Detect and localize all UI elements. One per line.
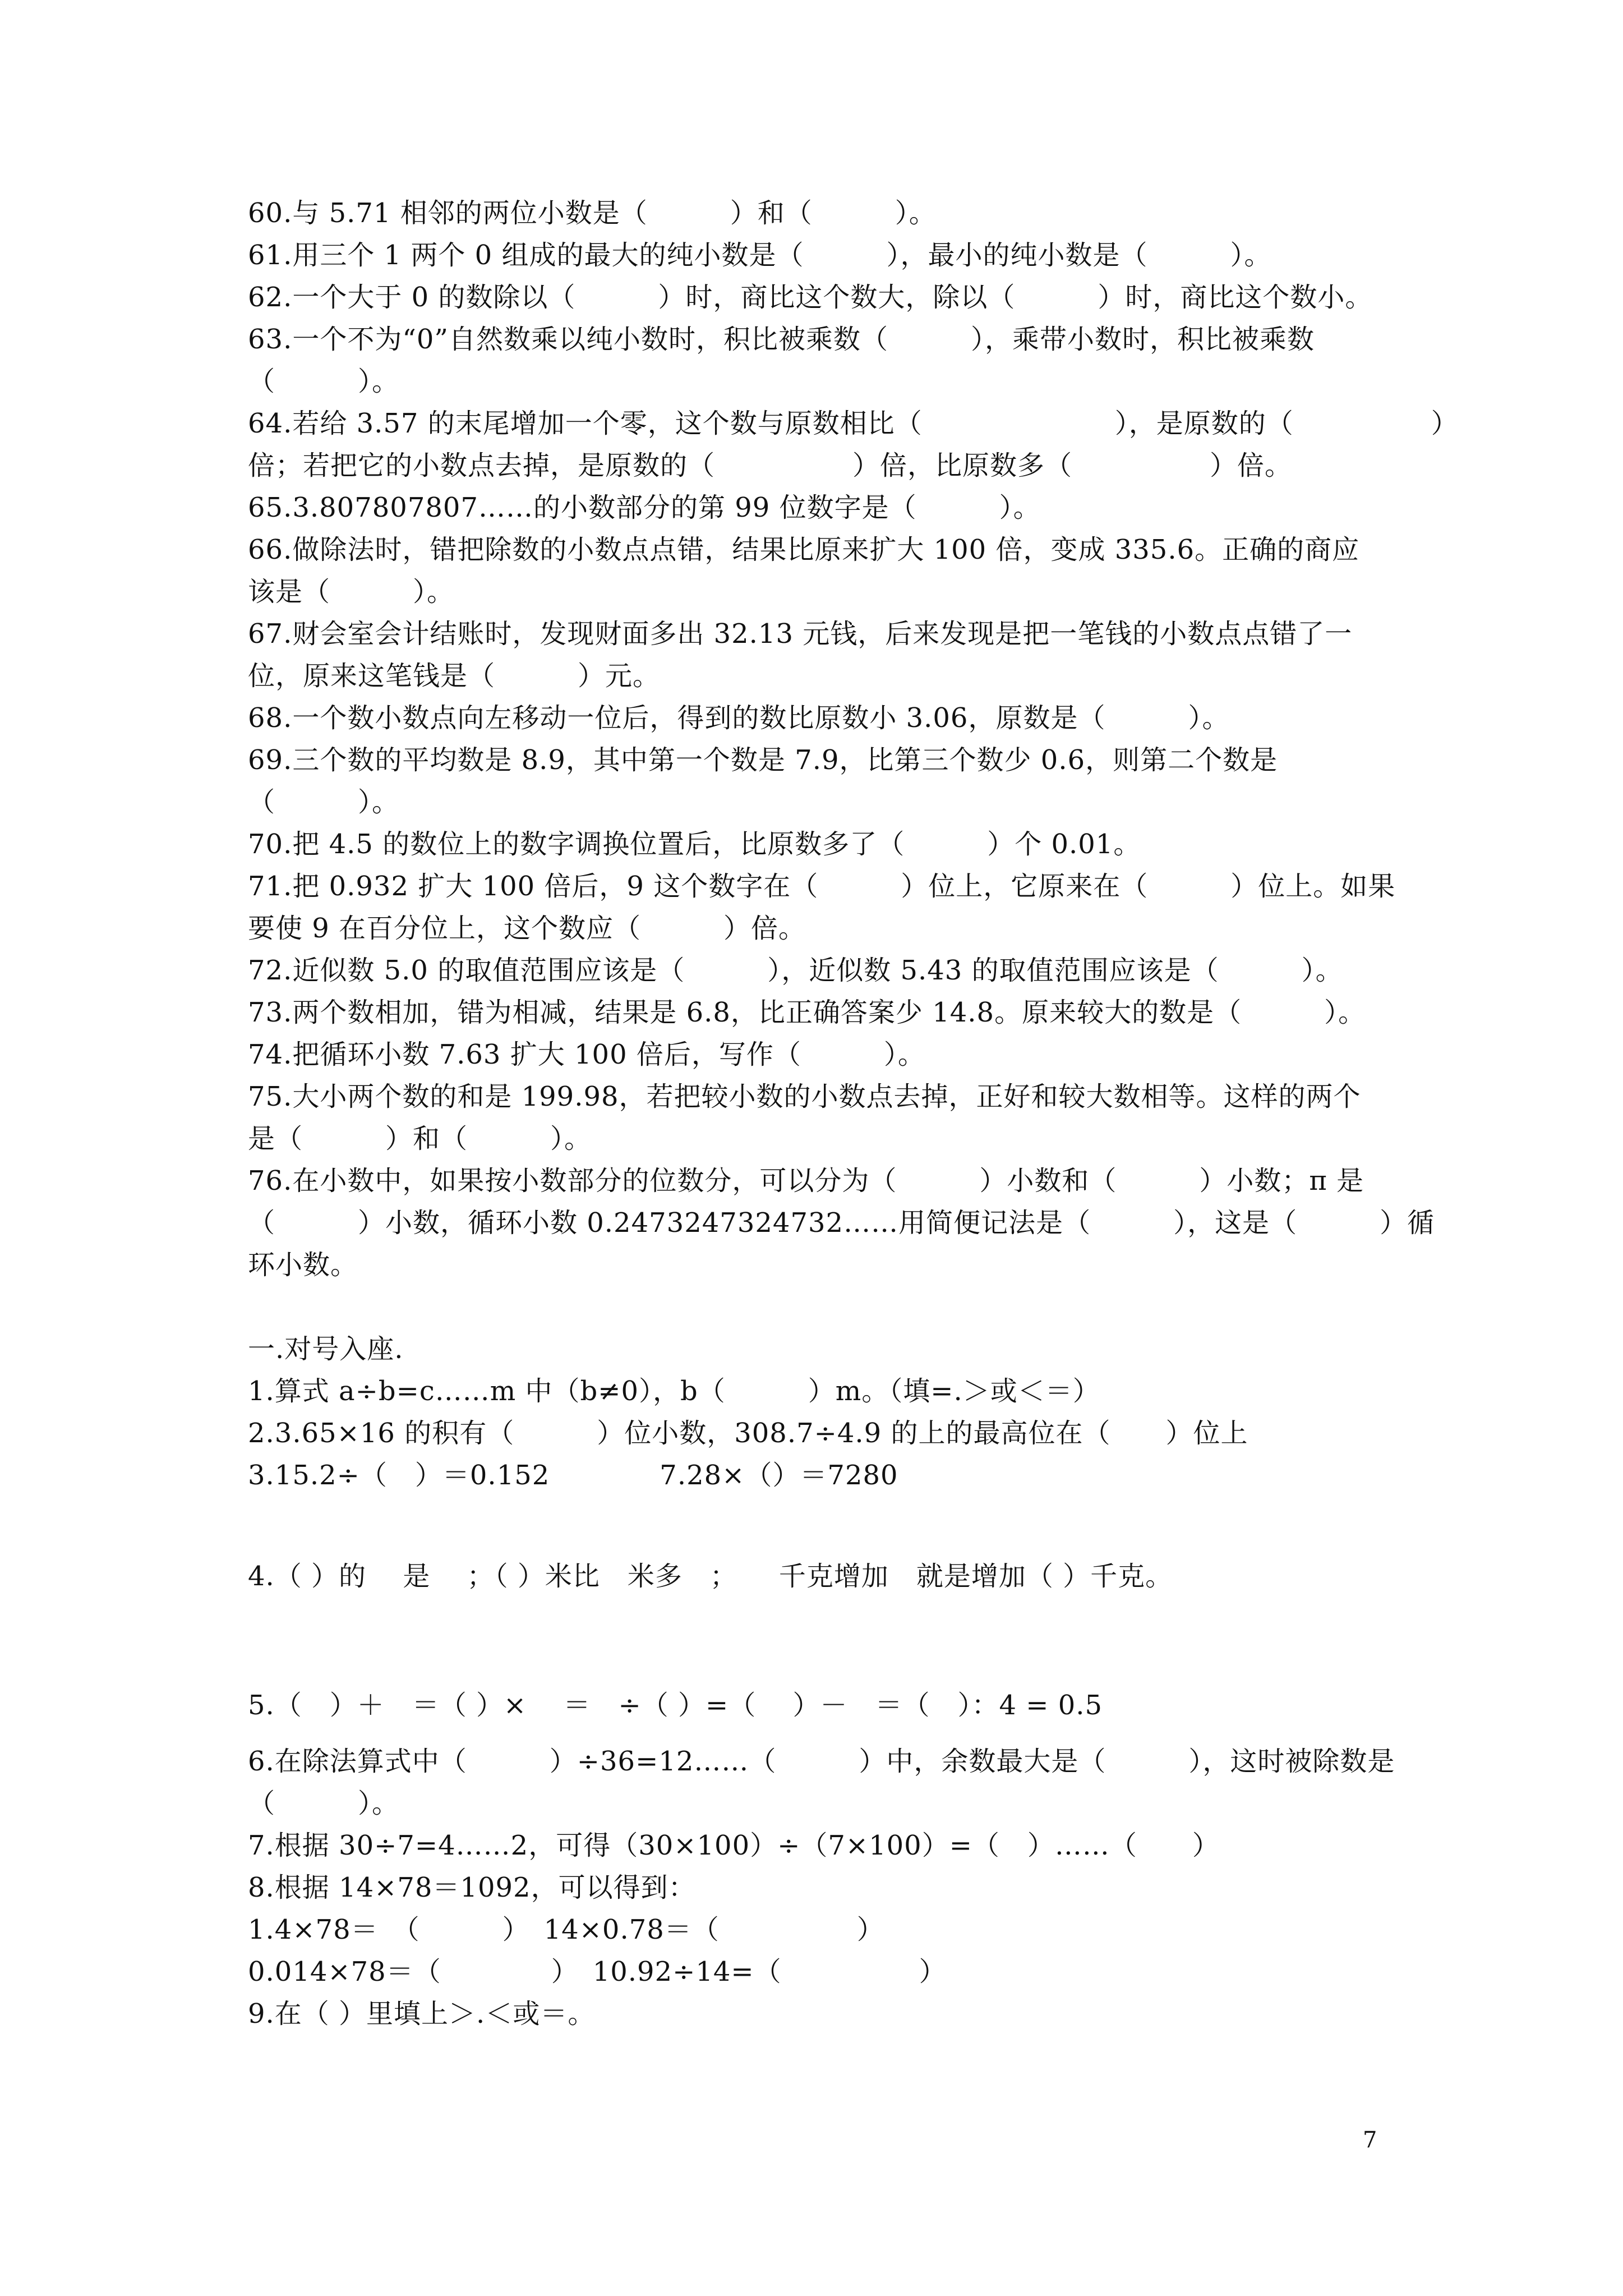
exercise-5: 5.（ ）＋ ＝（ ）× ＝ ÷（ ）=（ ）－ ＝（ ）：4 = 0.5 xyxy=(248,1690,1103,1721)
exercise-7: 7.根据 30÷7=4……2，可得（30×100）÷（7×100）=（ ）……（ ） xyxy=(248,1830,1220,1861)
question-72: 72.近似数 5.0 的取值范围应该是（ ），近似数 5.43 的取值范围应该是（ ）。 xyxy=(248,955,1343,986)
question-76-cont: （ ）小数，循环小数 0.2473247324732……用简便记法是（ ），这是（ ）循 xyxy=(248,1207,1435,1239)
exercise-3: 3.15.2÷（ ）＝0.152 7.28×（）＝7280 xyxy=(248,1460,898,1491)
question-70: 70.把 4.5 的数位上的数字调换位置后，比原数多了（ ）个 0.01。 xyxy=(248,829,1141,860)
section-heading: 一.对号入座. xyxy=(248,1333,404,1365)
question-76-cont-2: 环小数。 xyxy=(248,1249,358,1281)
question-71-cont: 要使 9 在百分位上，这个数应（ ）倍。 xyxy=(248,913,806,944)
question-63-cont: （ ）。 xyxy=(248,366,400,397)
question-69-cont: （ ）。 xyxy=(248,786,400,818)
exercise-9: 9.在（ ）里填上＞.＜或＝。 xyxy=(248,1998,596,2030)
exercise-8-a: 1.4×78＝ （ ） 14×0.78＝（ ） xyxy=(248,1914,884,1945)
exercise-6: 6.在除法算式中（ ）÷36=12……（ ）中，余数最大是（ ），这时被除数是 xyxy=(248,1746,1395,1777)
exercise-6-cont: （ ）。 xyxy=(248,1788,400,1819)
exercise-8-b: 0.014×78＝（ ） 10.92÷14=（ ） xyxy=(248,1956,947,1987)
page-number: 7 xyxy=(1363,2127,1377,2153)
question-61: 61.用三个 1 两个 0 组成的最大的纯小数是（ ），最小的纯小数是（ ）。 xyxy=(248,240,1272,271)
question-64: 64.若给 3.57 的末尾增加一个零，这个数与原数相比（ ），是原数的（ ） xyxy=(248,408,1459,439)
exercise-2: 2.3.65×16 的积有（ ）位小数，308.7÷4.9 的上的最高位在（ ）位上 xyxy=(248,1418,1248,1449)
question-60: 60.与 5.71 相邻的两位小数是（ ）和（ ）。 xyxy=(248,197,937,229)
question-68: 68.一个数小数点向左移动一位后，得到的数比原数小 3.06，原数是（ ）。 xyxy=(248,702,1230,734)
question-69: 69.三个数的平均数是 8.9，其中第一个数是 7.9，比第三个数少 0.6，则第二个数是 xyxy=(248,744,1278,776)
question-67: 67.财会室会计结账时，发现财面多出 32.13 元钱，后来发现是把一笔钱的小数点点错了一 xyxy=(248,618,1353,650)
exercise-8: 8.根据 14×78＝1092，可以得到： xyxy=(248,1872,696,1903)
question-66-cont: 该是（ ）。 xyxy=(248,576,455,608)
question-75: 75.大小两个数的和是 199.98，若把较小数的小数点去掉，正好和较大数相等。这样的两个 xyxy=(248,1081,1361,1112)
question-63: 63.一个不为“0”自然数乘以纯小数时，积比被乘数（ ），乘带小数时，积比被乘数 xyxy=(248,324,1315,355)
question-65: 65.3.807807807……的小数部分的第 99 位数字是（ ）。 xyxy=(248,492,1041,523)
question-71: 71.把 0.932 扩大 100 倍后，9 这个数字在（ ）位上，它原来在（ ）位上。如果 xyxy=(248,871,1396,902)
question-64-cont: 倍；若把它的小数点去掉，是原数的（ ）倍，比原数多（ ）倍。 xyxy=(248,450,1293,481)
exercise-4: 4.（ ）的 是 ；（ ）米比 米多 ； 千克增加 就是增加（ ）千克。 xyxy=(248,1561,1173,1592)
question-62: 62.一个大于 0 的数除以（ ）时，商比这个数大，除以（ ）时，商比这个数小。 xyxy=(248,282,1373,313)
question-66: 66.做除法时，错把除数的小数点点错，结果比原来扩大 100 倍，变成 335.6。正确的商应 xyxy=(248,534,1360,565)
question-67-cont: 位，原来这笔钱是（ ）元。 xyxy=(248,660,661,692)
question-76: 76.在小数中，如果按小数部分的位数分，可以分为（ ）小数和（ ）小数；π 是 xyxy=(248,1165,1364,1197)
question-73: 73.两个数相加，错为相减，结果是 6.8，比正确答案少 14.8。原来较大的数是（ ）。 xyxy=(248,997,1366,1028)
question-74: 74.把循环小数 7.63 扩大 100 倍后，写作（ ）。 xyxy=(248,1039,925,1070)
exercise-1: 1.算式 a÷b=c……m 中（b≠0），b（ ）m。（填=.＞或＜＝） xyxy=(248,1375,1100,1407)
question-75-cont: 是（ ）和（ ）。 xyxy=(248,1123,592,1154)
